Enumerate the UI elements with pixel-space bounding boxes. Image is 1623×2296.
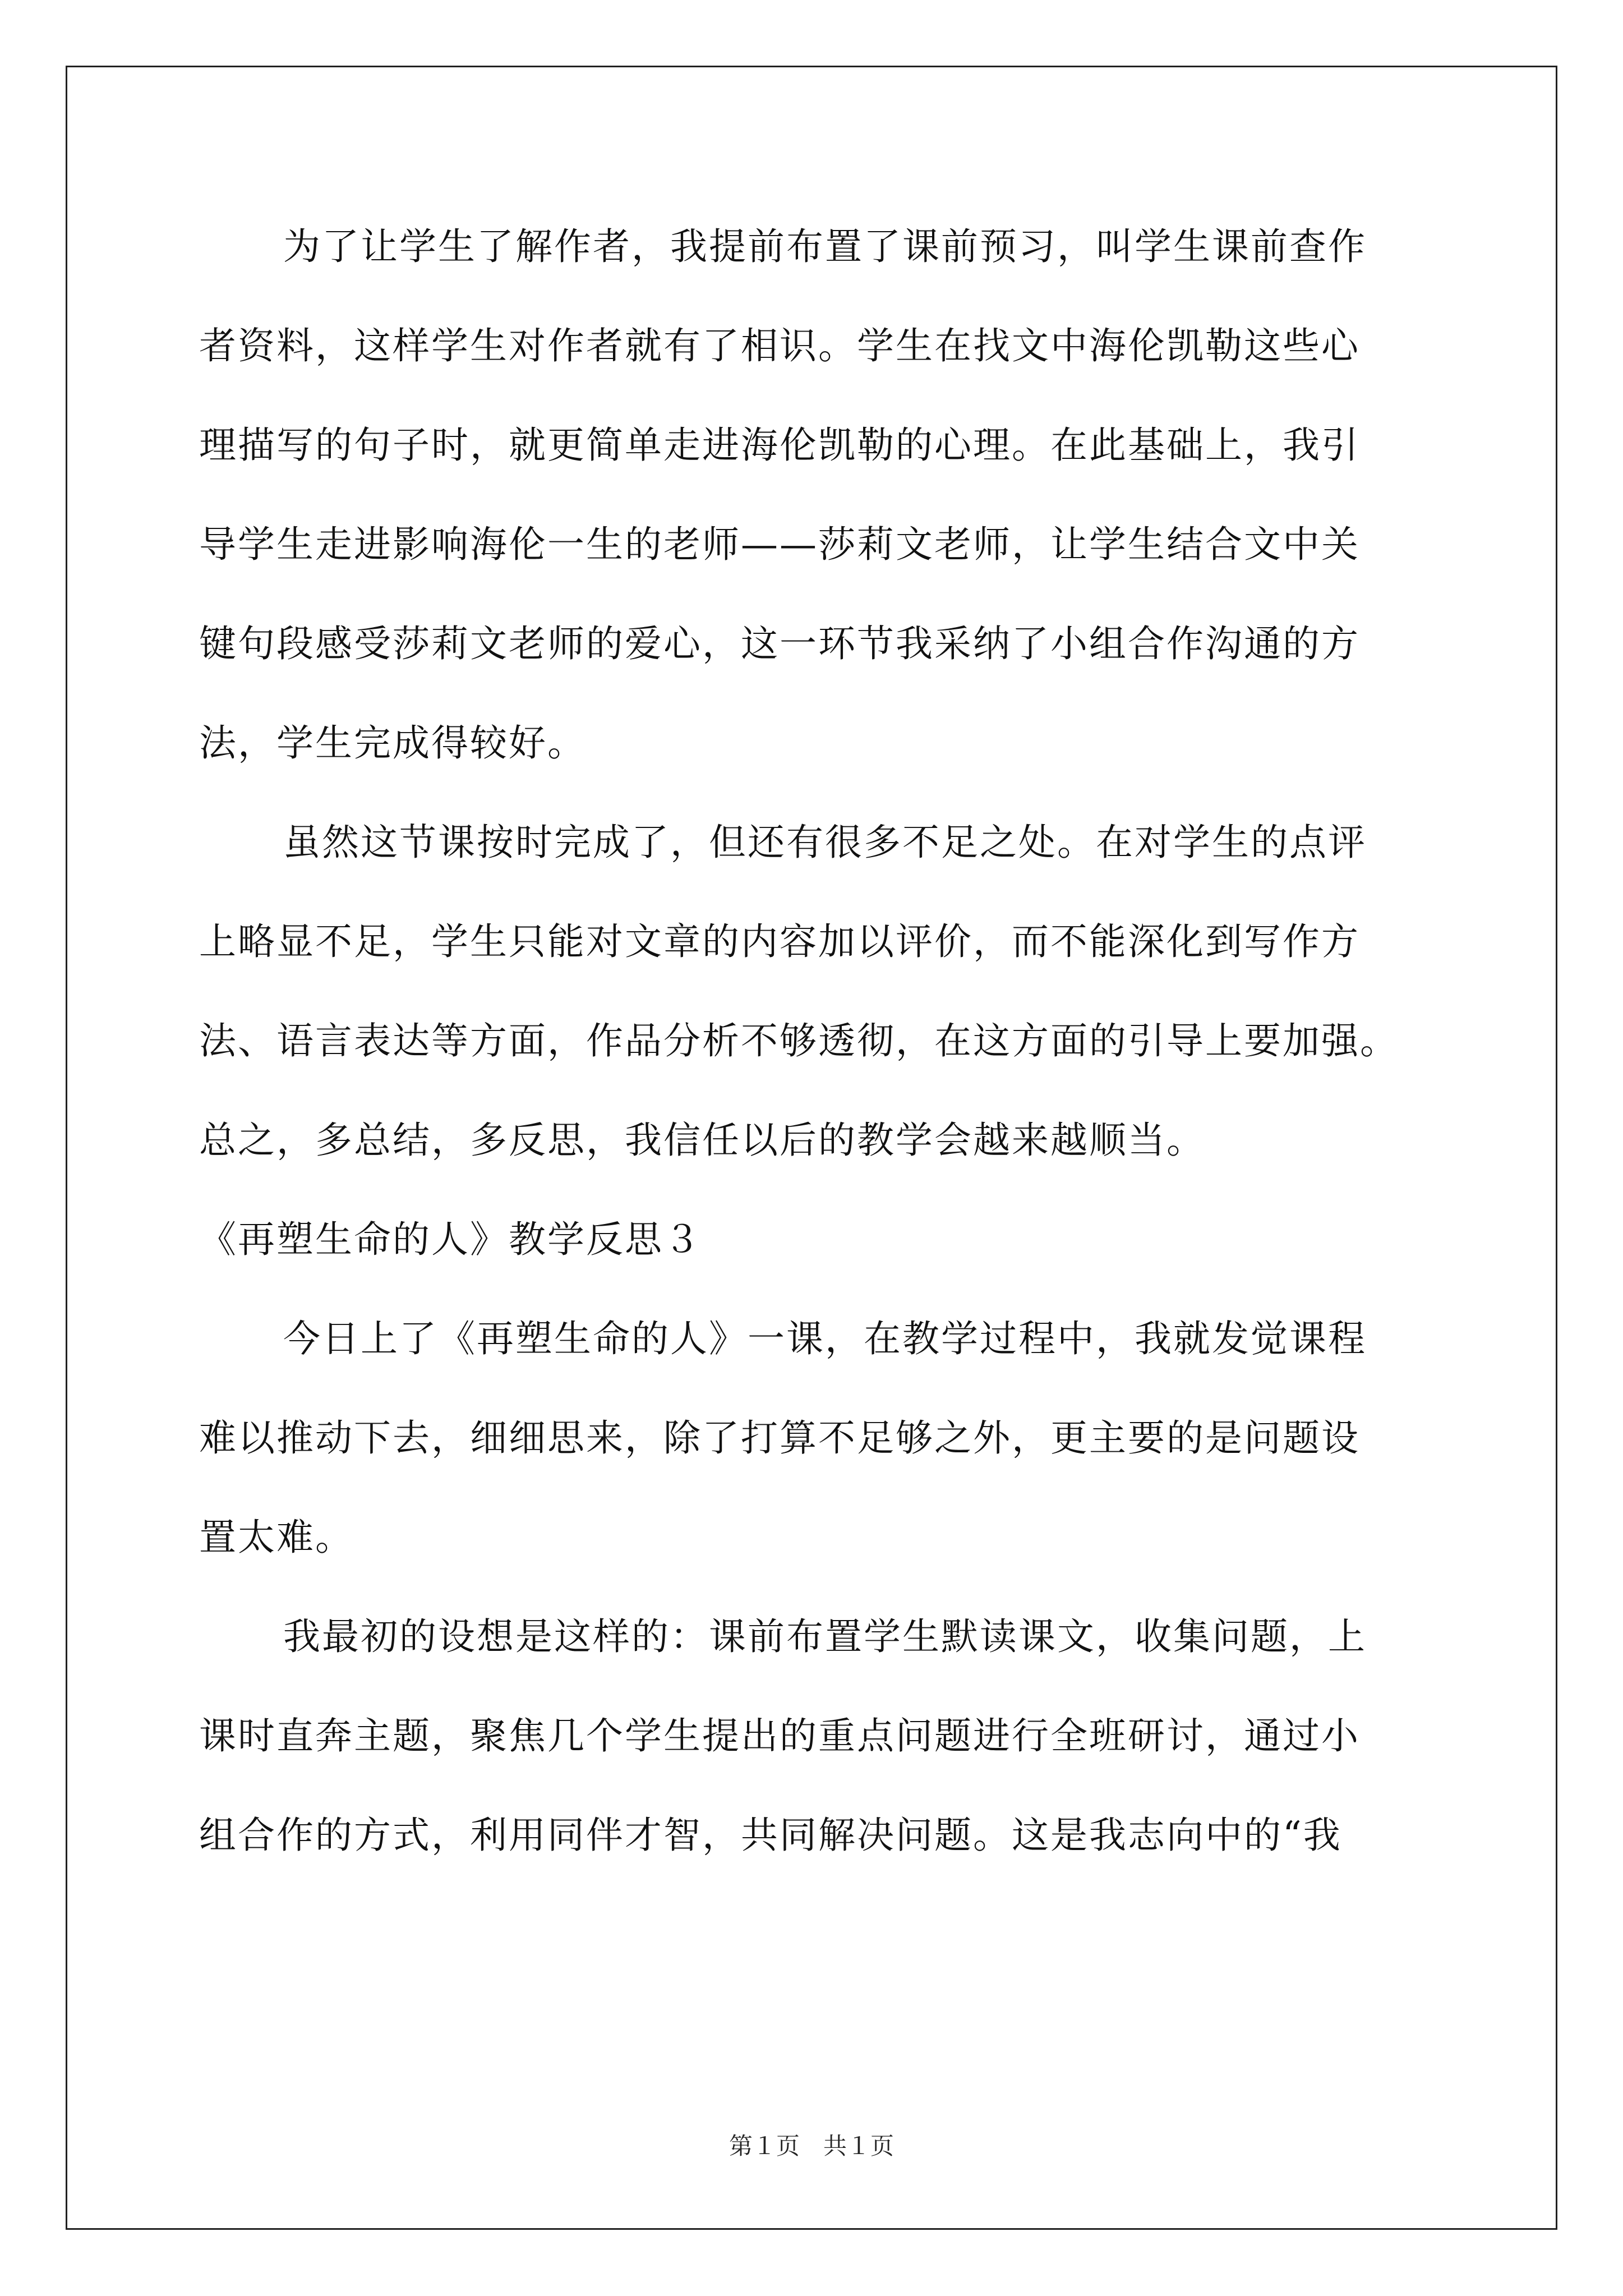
paragraph-line: 虽然这节课按时完成了，但还有很多不足之处。在对学生的点评 [283,821,1367,864]
paragraph-line: 置太难。 [199,1516,354,1559]
section-heading: 《再塑生命的人》教学反思３ [199,1218,702,1261]
paragraph-line: 课时直奔主题，聚焦几个学生提出的重点问题进行全班研讨，通过小 [199,1714,1360,1757]
paragraph-line: 理描写的句子时，就更简单走进海伦凯勒的心理。在此基础上，我引 [199,424,1360,467]
paragraph-line: 法，学生完成得较好。 [199,721,586,765]
paragraph-line: 导学生走进影响海伦一生的老师——莎莉文老师，让学生结合文中关 [199,523,1360,566]
paragraph-line: 今日上了《再塑生命的人》一课，在教学过程中，我就发觉课程 [283,1317,1367,1360]
paragraph-line: 总之，多总结，多反思，我信任以后的教学会越来越顺当。 [199,1119,1205,1162]
paragraph-line: 者资料，这样学生对作者就有了相识。学生在找文中海伦凯勒这些心 [199,324,1360,367]
paragraph-line: 为了让学生了解作者，我提前布置了课前预习，叫学生课前查作 [283,225,1367,268]
page-number-footer: 第１页 共１页 [728,2132,894,2160]
paragraph-line: 键句段感受莎莉文老师的爱心，这一环节我采纳了小组合作沟通的方 [199,622,1360,665]
paragraph-line: 难以推动下去，细细思来，除了打算不足够之外，更主要的是问题设 [199,1416,1360,1460]
paragraph-line: 法、语言表达等方面，作品分析不够透彻，在这方面的引导上要加强。 [199,1019,1399,1062]
paragraph-line: 上略显不足，学生只能对文章的内容加以评价，而不能深化到写作方 [199,920,1360,963]
paragraph-line: 我最初的设想是这样的：课前布置学生默读课文，收集问题，上 [283,1615,1367,1658]
paragraph-line: 组合作的方式，利用同伴才智，共同解决问题。这是我志向中的“我 [199,1814,1342,1857]
